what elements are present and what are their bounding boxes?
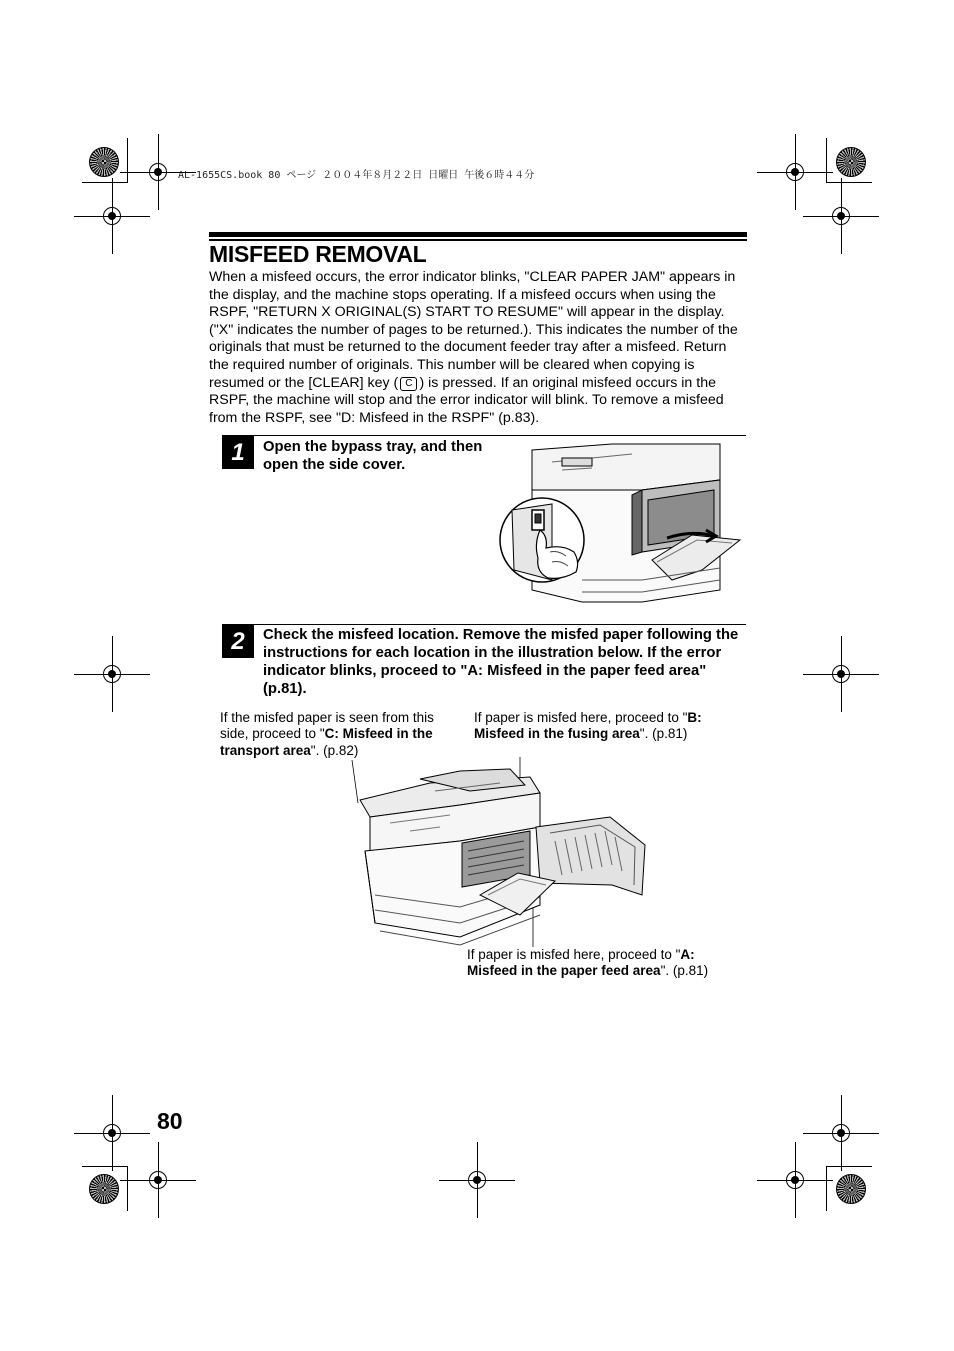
color-target-icon (89, 1174, 119, 1204)
step-1-text: Open the bypass tray, and then open the side cover. (263, 439, 483, 473)
title-rule-thick (209, 232, 747, 237)
intro-paragraph (209, 269, 749, 427)
callout-transport-area: If the misfed paper is seen from this side, proceed to "C: Misfeed in the transport area". (p.82) (220, 710, 434, 758)
step-1-rule (222, 435, 746, 436)
page-number: 80 (157, 1108, 183, 1134)
color-target-icon (836, 147, 866, 177)
step-1-number: 1 (222, 436, 254, 469)
clear-key-icon: C (400, 377, 417, 391)
callout-fusing-area: If paper is misfed here, proceed to "B: Misfeed in the fusing area". (p.81) (474, 710, 702, 742)
callout-paper-feed-link: A: Misfeed in the paper feed area (467, 947, 695, 979)
color-target-icon (836, 1174, 866, 1204)
callout-paper-feed-area: If paper is misfed here, proceed to "A: Misfeed in the paper feed area". (p.81) (467, 947, 709, 979)
intro-text-before-key: When a misfeed occurs, the error indicator blinks, "CLEAR PAPER JAM" appears in the display, and the machine stops operating. If a misfeed occurs when using the RSPF, "RETURN X ORIGINAL(S) START TO RESUME" will appear in the display. ("X" indicates the number of pages to be returned.). This indicates the number of the originals that must be returned to the document feeder tray after a misfeed. Return the required number of originals. This number will be cleared when copying is resumed or the [CLEAR] key ( (209, 269, 738, 391)
print-header: AL-1655CS.book 80 ページ ２００４年８月２２日 日曜日 午後６時４４分 (178, 170, 535, 181)
callout-fusing-link: B: Misfeed in the fusing area (474, 710, 702, 742)
step-2-text: Check the misfeed location. Remove the misfed paper following the instructions for each location in the illustration below. If the error indicator blinks, proceed to "A: Misfeed in the paper feed area" (p.81). (263, 627, 739, 697)
open-side-cover-illustration (492, 440, 748, 608)
step-2-rule (222, 624, 746, 625)
intro-text-after-key: ) is pressed. If an original misfeed occurs in the RSPF, the machine will stop and the error indicator will blink. To remove a misfeed from the RSPF, see "D: Misfeed in the RSPF" (p.83). (209, 374, 724, 426)
misfeed-location-illustration (350, 755, 650, 947)
color-target-icon (89, 147, 119, 177)
page-title: MISFEED REMOVAL (209, 241, 427, 267)
callout-transport-link: C: Misfeed in the transport area (220, 726, 433, 758)
step-2-number: 2 (222, 625, 254, 658)
